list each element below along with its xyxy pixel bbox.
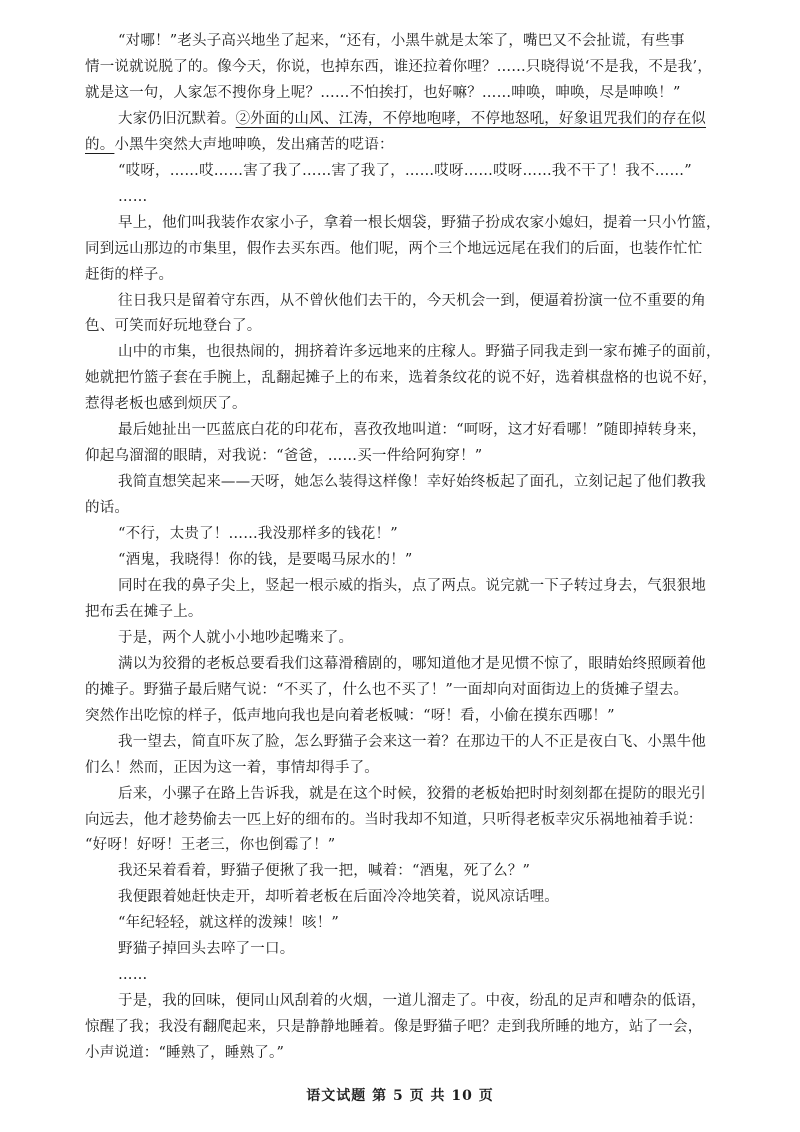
- text-line: 我一望去，简直吓灰了脸，怎么野猫子会来这一着？在那边干的人不正是夜白飞、小黑牛他: [118, 734, 706, 750]
- text-line: 们么！然而，正因为这一着，事情却得手了。: [85, 760, 379, 776]
- text-line: 满以为狡猾的老板总要看我们这幕滑稽剧的，哪知道他才是见惯不惊了，眼睛始终照顾着他: [118, 656, 706, 672]
- text-line: 野猫子掉回头去啐了一口。: [118, 941, 295, 957]
- underlined-sentence-end: 的。: [85, 137, 115, 153]
- text-line: 后来，小骡子在路上告诉我，就是在这个时候，狡猾的老板始把时时刻刻都在提防的眼光引: [118, 786, 706, 802]
- text-line: 的话。: [85, 500, 130, 516]
- text-line: 她就把竹篮子套在手腕上，乱翻起摊子上的布来，选着条纹花的说不好，选着棋盘格的也说不好，: [85, 370, 718, 386]
- text-line: 我简直想笑起来——天呀，她怎么装得这样像！幸好始终板起了面孔，立刻记起了他们教我: [118, 474, 706, 490]
- text-line: 惹得老板也感到烦厌了。: [85, 396, 247, 412]
- text-line: “不行，太贵了！……我没那样多的钱花！”: [118, 526, 398, 542]
- text-line: 色、可笑而好玩地登台了。: [85, 318, 262, 334]
- text-line: 突然作出吃惊的样子，低声地向我也是向着老板喊：“呀！看，小偷在摸东西哪！”: [85, 708, 615, 724]
- page-footer: 语文试题 第 5 页 共 10 页: [306, 1088, 494, 1104]
- text-line: 小声说道：“睡熟了，睡熟了。”: [85, 1045, 285, 1061]
- text-line: 我还呆着看着，野猫子便揪了我一把，喊着：“酒鬼，死了么？”: [118, 863, 531, 879]
- text-line: 山中的市集，也很热闹的，拥挤着许多远地来的庄稼人。野猫子同我走到一家布摊子的面前，: [118, 344, 721, 360]
- text-line: 就是这一句，人家怎不搜你身上呢？……不怕挨打，也好嘛？……呻唤，呻唤，尽是呻唤！”: [85, 85, 681, 101]
- text-line: 向远去，他才趁势偷去一匹上好的细布的。当时我却不知道，只听得老板幸灾乐祸地袖着手说：: [85, 812, 703, 828]
- text-line: 赶街的样子。: [85, 267, 174, 283]
- text-line: “酒鬼，我晓得！你的钱，是要喝马尿水的！”: [118, 552, 413, 568]
- ellipsis-line: ……: [118, 189, 148, 205]
- text-line: 于是，两个人就小小地吵起嘴来了。: [118, 630, 354, 646]
- text-line: 早上，他们叫我装作农家小子，拿着一根长烟袋，野猫子扮成农家小媳妇，提着一只小竹篮，: [118, 215, 721, 231]
- text-line: 同时在我的鼻子尖上，竖起一根示威的指头，点了两点。说完就一下子转过身去，气狠狠地: [118, 578, 706, 594]
- underlined-sentence: ②外面的山风、江涛，不停地咆哮，不停地怒吼，好象诅咒我们的存在似: [235, 111, 707, 127]
- text-line: 惊醒了我；我没有翻爬起来，只是静静地睡着。像是野猫子吧？走到我所睡的地方，站了一会，: [85, 1019, 703, 1035]
- text-line: 同到远山那边的市集里，假作去买东西。他们呢，两个三个地远远尾在我们的后面，也装作忙忙: [85, 241, 703, 257]
- text-line: “年纪轻轻，就这样的泼辣！咳！”: [118, 915, 340, 931]
- text-line: 最后她扯出一匹蓝底白花的印花布，喜孜孜地叫道：“呵呀，这才好看哪！”随即掉转身来，: [118, 422, 707, 438]
- text-line: “好呀！好呀！王老三，你也倒霉了！”: [85, 837, 336, 853]
- text-segment: 大家仍旧沉默着。: [118, 111, 236, 127]
- text-line: 把布丢在摊子上。: [85, 604, 203, 620]
- text-segment: 小黑牛突然大声地呻唤，发出痛苦的呓语：: [114, 137, 394, 153]
- text-line: [85, 134, 394, 157]
- text-line: [118, 108, 706, 131]
- text-line: 往日我只是留着守东西，从不曾伙他们去干的，今天机会一到，便逼着扮演一位不重要的角: [118, 293, 706, 309]
- text-line: 我便跟着她赶快走开，却听着老板在后面冷冷地笑着，说风凉话哩。: [118, 889, 559, 905]
- text-line: 的摊子。野猫子最后赌气说：“不买了，什么也不买了！”一面却向对面街边上的货摊子望去。: [85, 682, 689, 698]
- text-line: “对哪！”老头子高兴地坐了起来，“还有，小黑牛就是太笨了，嘴巴又不会扯谎，有些事: [118, 33, 685, 49]
- ellipsis-line: ……: [118, 967, 148, 983]
- text-line: “哎呀，……哎……害了我了……害了我了，……哎呀……哎呀……我不干了！我不……”: [118, 163, 692, 179]
- text-line: 于是，我的回味，便同山风刮着的火烟，一道儿溜走了。中夜，纷乱的足声和嘈杂的低语，: [118, 993, 706, 1009]
- text-line: 情一说就说脱了的。像今天，你说，也掉东西，谁还拉着你哩？……只晓得说‘不是我，不是我’，: [85, 59, 713, 75]
- text-line: 仰起乌溜溜的眼睛，对我说：“爸爸，……买一件给阿狗穿！”: [85, 448, 483, 464]
